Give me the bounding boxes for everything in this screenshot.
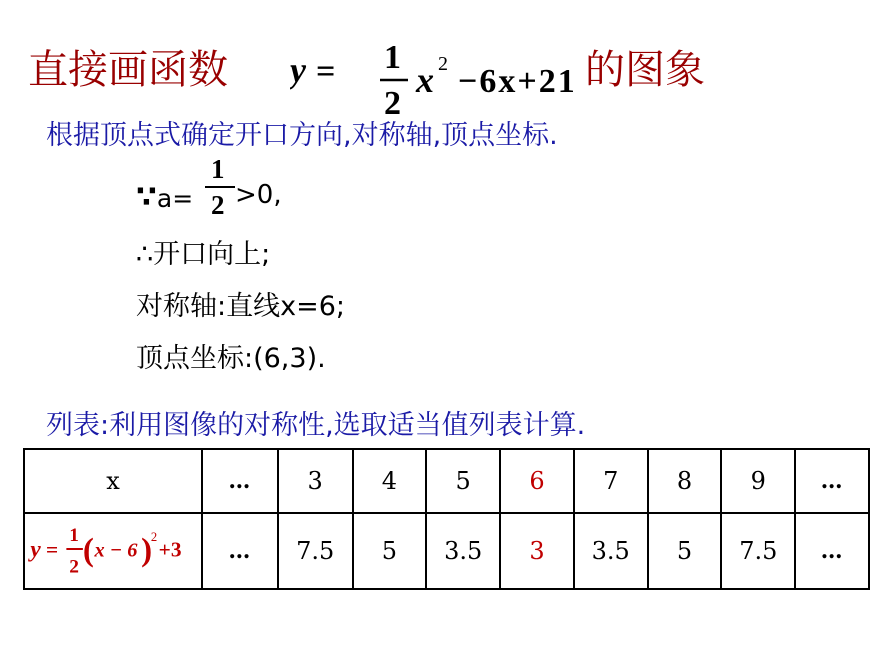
x-cell: 8	[648, 449, 722, 513]
x-cell: 3	[278, 449, 353, 513]
value-table	[23, 448, 870, 590]
x-cell-highlight: 6	[500, 449, 574, 513]
table-row-x	[24, 449, 869, 513]
x-cell: 7	[574, 449, 648, 513]
x-cell: 4	[353, 449, 427, 513]
formula-exponent: 2	[438, 53, 448, 75]
axis-line: 对称轴:直线x=6;	[136, 291, 345, 322]
y-cell: 5	[648, 513, 722, 589]
vertex-line: 顶点坐标:(6,3).	[136, 343, 326, 374]
row-label-y	[24, 513, 202, 589]
title-prefix: 直接画函数	[28, 47, 228, 93]
formula-numerator: 1	[384, 39, 401, 76]
y-formula-eq: =	[45, 537, 59, 562]
y-cell: …	[202, 513, 278, 589]
x-cell: …	[795, 449, 869, 513]
y-formula	[25, 514, 201, 582]
a-fraction-bar	[205, 186, 235, 188]
a-numerator: 1	[211, 154, 225, 184]
since-line	[136, 180, 193, 215]
since-a: a=	[156, 184, 194, 213]
y-cell: 5	[353, 513, 427, 589]
therefore-line: ∴开口向上;	[136, 239, 271, 270]
gt-zero: >0,	[235, 180, 282, 210]
y-formula-plus: +3	[158, 537, 182, 562]
y-cell: …	[795, 513, 869, 589]
y-formula-paren-open: (	[82, 532, 94, 569]
formula-denominator: 2	[384, 85, 401, 116]
x-cell: …	[202, 449, 278, 513]
title-suffix: 的图象	[585, 47, 705, 93]
y-cell: 3.5	[574, 513, 648, 589]
y-cell: 3.5	[426, 513, 500, 589]
y-cell-highlight: 3	[500, 513, 574, 589]
formula-y: y	[290, 50, 306, 90]
formula-x: x	[416, 60, 434, 100]
intro-text: 根据顶点式确定开口方向,对称轴,顶点坐标.	[46, 120, 558, 151]
formula-rest: −6x+21	[458, 63, 577, 100]
x-cell: 9	[721, 449, 795, 513]
row-label-x: x	[24, 449, 202, 513]
y-formula-exp: 2	[150, 530, 158, 545]
y-cell: 7.5	[278, 513, 353, 589]
table-intro: 列表:利用图像的对称性,选取适当值列表计算.	[46, 410, 586, 441]
a-denominator: 2	[211, 190, 225, 220]
y-cell: 7.5	[721, 513, 795, 589]
y-formula-num: 1	[69, 525, 79, 547]
y-formula-inner: x − 6	[94, 539, 138, 562]
formula-equals: =	[316, 53, 336, 90]
since-symbol: ∵	[136, 180, 157, 215]
table-row-y	[24, 513, 869, 589]
y-formula-den: 2	[69, 556, 79, 578]
x-cell: 5	[426, 449, 500, 513]
y-formula-y: y	[30, 536, 41, 563]
y-formula-paren-close: )	[141, 532, 153, 569]
